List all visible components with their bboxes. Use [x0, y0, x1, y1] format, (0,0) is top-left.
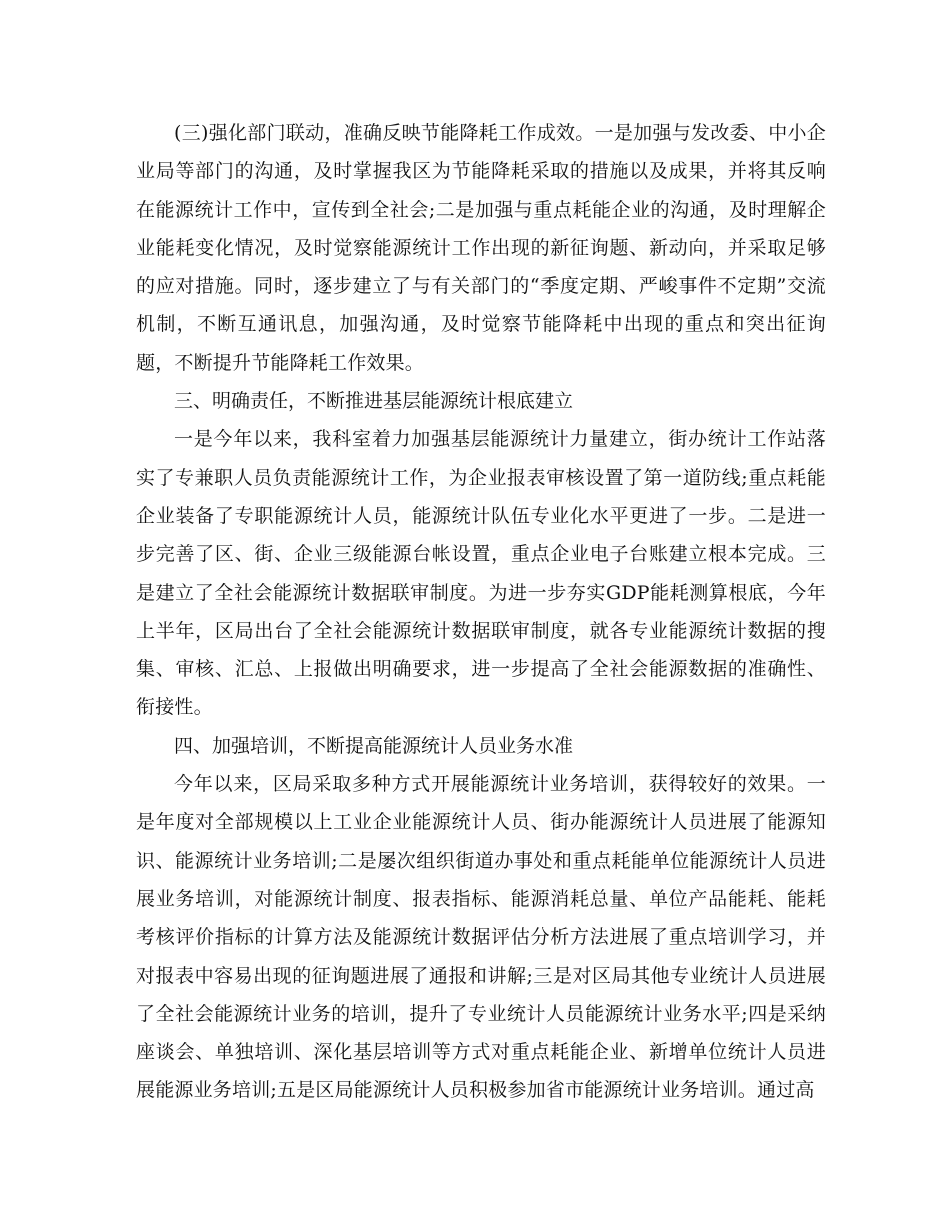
paragraph-grassroots-foundation: 一是今年以来，我科室着力加强基层能源统计力量建立，街办统计工作站落实了专兼职人员负责能源统计工作，为企业报表审核设置了第一道防线;重点耗能企业装备了专职能源统计人员，能源统计队伍专业化水平更进了一步。二是进一步完善了区、街、企业三级能源台帐设置，重点企业电子台账建立根本完成。三是建立了全社会能源统计数据联审制度。为进一步夯实GDP能耗测算根底，今年上半年，区局出台了全社会能源统计数据联审制度，就各专业能源统计数据的搜集、审核、汇总、上报做出明确要求，进一步提高了全社会能源数据的准确性、衔接性。: [136, 428, 826, 719]
section-heading-training: 四、加强培训，不断提高能源统计人员业务水准: [174, 734, 574, 757]
paragraph-training-details: 今年以来，区局采取多种方式开展能源统计业务培训，获得较好的效果。一是年度对全部规模以上工业企业能源统计人员、街办能源统计人员进展了能源知识、能源统计业务培训;二是屡次组织街道办事处和重点耗能单位能源统计人员进展业务培训，对能源统计制度、报表指标、能源消耗总量、单位产品能耗、能耗考核评价指标的计算方法及能源统计数据评估分析方法进展了重点培训学习，并对报表中容易出现的征询题进展了通报和讲解;三是对区局其他专业统计人员进展了全社会能源统计业务的培训，提升了专业统计人员能源统计业务水平;四是采纳座谈会、单独培训、深化基层培训等方式对重点耗能企业、新增单位统计人员进展能源业务培训;五是区局能源统计人员积极参加省市能源统计业务培训。通过高: [136, 773, 826, 1102]
document-page: [136, 114, 826, 1110]
section-heading-responsibility: 三、明确责任，不断推进基层能源统计根底建立: [174, 390, 574, 413]
paragraph-department-linkage: (三)强化部门联动，准确反映节能降耗工作成效。一是加强与发改委、中小企业局等部门的沟通，及时掌握我区为节能降耗采取的措施以及成果，并将其反响在能源统计工作中，宣传到全社会;二是加强与重点耗能企业的沟通，及时理解企业能耗变化情况，及时觉察能源统计工作出现的新征询题、新动向，并采取足够的应对措施。同时，逐步建立了与有关部门的“季度定期、严峻事件不定期”交流机制，不断互通讯息，加强沟通，及时觉察节能降耗中出现的重点和突出征询题，不断提升节能降耗工作效果。: [136, 122, 826, 374]
